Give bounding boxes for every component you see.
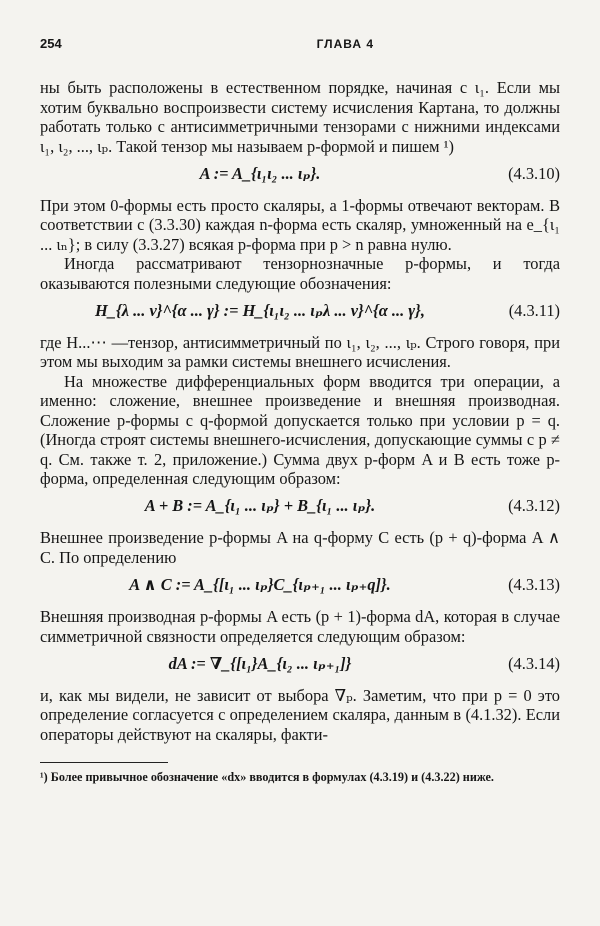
paragraph-7: Внешняя производная p-формы A есть (p + 1)-форма dA, которая в случае симметричной связности определяется следующим образом: (40, 607, 560, 646)
book-page (40, 34, 560, 786)
formula-4-3-13 (40, 573, 560, 597)
formula-expression: A + B := A_{ι₁ ... ιₚ} + B_{ι₁ ... ιₚ}. (144, 496, 376, 516)
formula-4-3-12 (40, 494, 560, 518)
paragraph-2: При этом 0-формы есть просто скаляры, а 1-формы отвечают векторам. В соответствии с (3.3.30) каждая n-форма есть скаляр, умноженный на e_{ι₁ ... ιₙ}; в силу (3.3.27) всякая p-форма при p > n равна нулю. (40, 196, 560, 254)
formula-4-3-11 (40, 299, 560, 323)
formula-expression: A := A_{ι₁ι₂ ... ιₚ}. (199, 164, 321, 184)
chapter-title: ГЛАВА 4 (316, 37, 374, 51)
paragraph-4: где H...⋯ —тензор, антисимметричный по ι₁, ι₂, ..., ιₚ. Строго говоря, при этом мы выходим за рамки системы внешнего исчисления. (40, 333, 560, 372)
formula-expression: dA := ∇_{[ι₁}A_{ι₂ ... ιₚ₊₁]} (168, 653, 352, 673)
footnote-divider (40, 762, 168, 763)
formula-number: (4.3.12) (508, 496, 560, 516)
formula-number: (4.3.11) (508, 301, 560, 321)
paragraph-1: ны быть расположены в естественном порядке, начиная с ι₁. Если мы хотим буквально воспроизвести систему исчисления Картана, то должны работать только с антисимметричными тензорами с нижними индексами ι₁, ι₂, ..., ιₚ. Такой тензор мы называем p-формой и пишем ¹) (40, 78, 560, 156)
page-header (40, 34, 560, 54)
paragraph-5: На множестве дифференциальных форм вводится три операции, а именно: сложение, внешнее произведение и внешняя производная. Сложение p-формы с q-формой допускается только при условии p = q. (Иногда строят системы внешнего-исчисления, допускающие суммы с p ≠ q. См. также т. 2, приложение.) Сумма двух p-форм A и B есть тоже p-форма, определенная следующим образом: (40, 371, 560, 488)
paragraph-6: Внешнее произведение p-формы A на q-форму C есть (p + q)-форма A ∧ C. По определению (40, 528, 560, 567)
formula-4-3-14 (40, 652, 560, 676)
formula-expression: H_{λ ... ν}^{α ... γ} := H_{ι₁ι₂ ... ιₚλ ... ν}^{α ... γ}, (95, 301, 425, 321)
formula-expression: A ∧ C := A_{[ι₁ ... ιₚ}C_{ιₚ₊₁ ... ιₚ₊q]}. (129, 575, 391, 595)
formula-number: (4.3.13) (508, 575, 560, 595)
paragraph-3: Иногда рассматривают тензорнозначные p-формы, и тогда оказываются полезными следующие обозначения: (40, 254, 560, 293)
footnote: ¹) Более привычное обозначение «dx» вводится в формулах (4.3.19) и (4.3.22) ниже. (40, 770, 494, 785)
formula-4-3-10 (40, 162, 560, 186)
formula-number: (4.3.10) (508, 164, 560, 184)
formula-number: (4.3.14) (508, 653, 560, 673)
paragraph-8: и, как мы видели, не зависит от выбора ∇ₚ. Заметим, что при p = 0 это определение согласуется с определением скаляра, данным в (4.1.32). Если операторы действуют на скаляры, факти- (40, 685, 560, 744)
page-number: 254 (40, 36, 62, 51)
